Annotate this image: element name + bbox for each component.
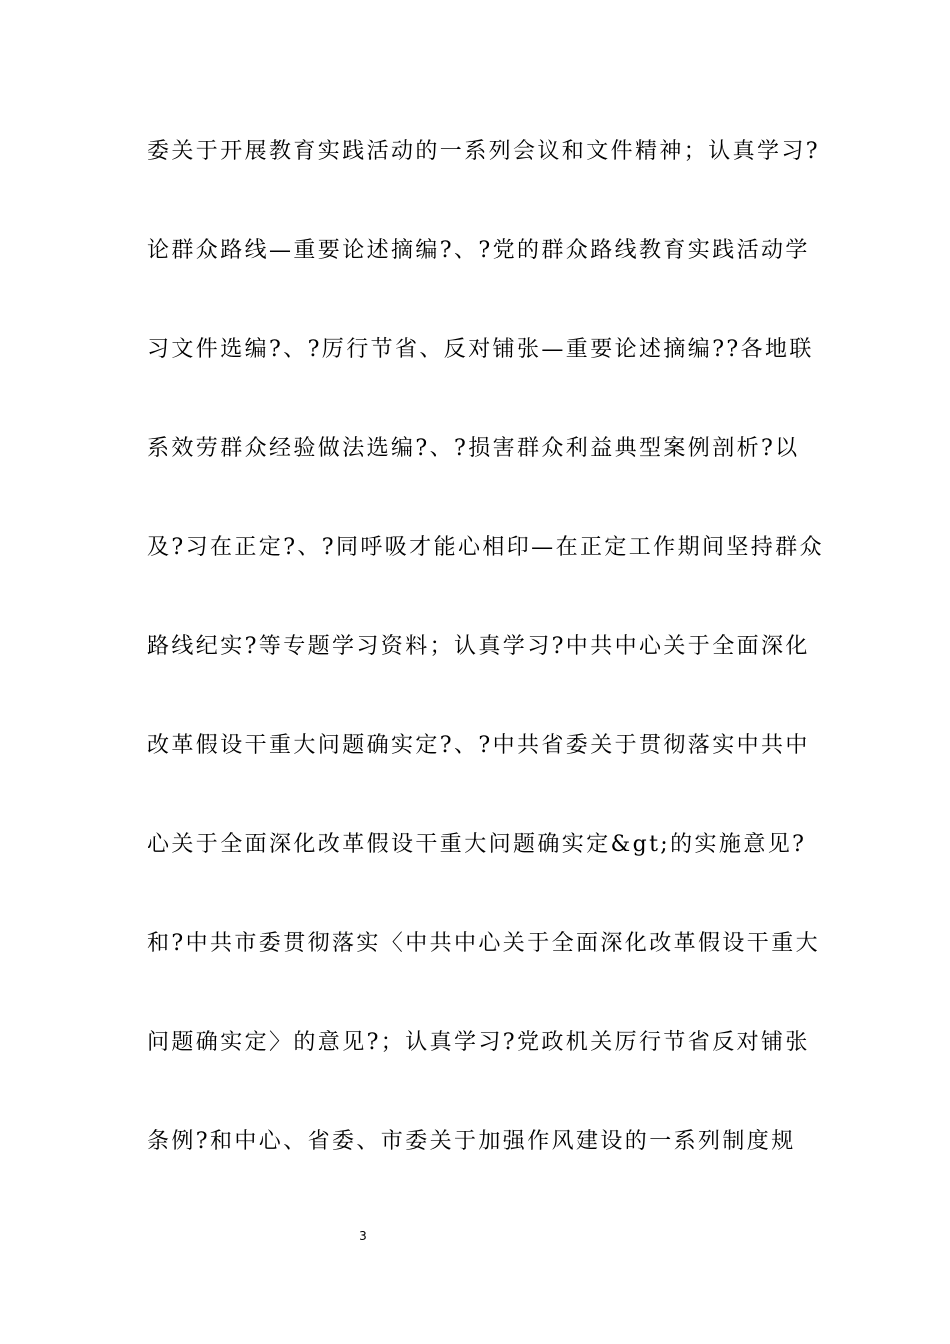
text-line-4: 系效劳群众经验做法选编?、?损害群众利益典型案例剖析?以 (147, 436, 800, 461)
text-line-11: 条例?和中心、省委、市委关于加强作风建设的一系列制度规 (147, 1129, 796, 1154)
text-line-6: 路线纪实?等专题学习资料；认真学习?中共中心关于全面深化 (147, 634, 810, 659)
text-line-1: 委关于开展教育实践活动的一系列会议和文件精神；认真学习? (147, 139, 820, 164)
text-line-5: 及?习在正定?、?同呼吸才能心相印—在正定工作期间坚持群众 (147, 535, 824, 560)
text-line-3: 习文件选编?、?厉行节省、反对铺张—重要论述摘编??各地联 (147, 337, 814, 362)
text-line-8: 心关于全面深化改革假设干重大问题确实定&gt;的实施意见? (147, 832, 807, 857)
text-line-2: 论群众路线—重要论述摘编?、?党的群众路线教育实践活动学 (147, 238, 810, 263)
text-line-9: 和?中共市委贯彻落实〈中共中心关于全面深化改革假设干重大 (147, 931, 820, 956)
page-number: 3 (359, 1229, 367, 1243)
text-line-7: 改革假设干重大问题确实定?、?中共省委关于贯彻落实中共中 (147, 733, 810, 758)
text-line-10: 问题确实定〉的意见?；认真学习?党政机关厉行节省反对铺张 (147, 1030, 810, 1055)
body-text (147, 129, 847, 1218)
